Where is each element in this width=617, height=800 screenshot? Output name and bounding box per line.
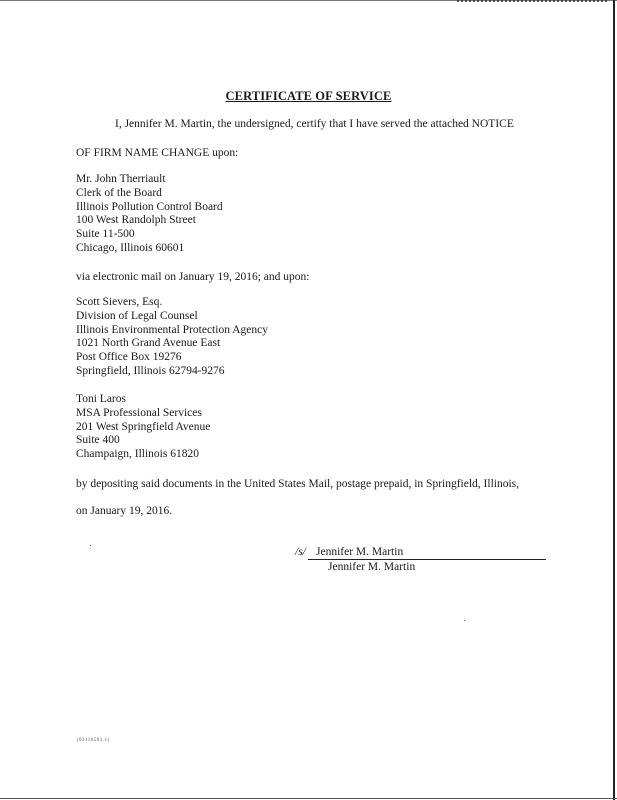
address-line: 201 West Springfield Avenue bbox=[76, 420, 211, 433]
address-line: Mr. John Therriault bbox=[76, 173, 166, 185]
document-footer-code: {02116503.1} bbox=[76, 738, 111, 743]
signature-line bbox=[308, 559, 546, 560]
document-title: CERTIFICATE OF SERVICE bbox=[225, 89, 392, 103]
scan-speck bbox=[464, 620, 465, 621]
address-line: Post Office Box 19276 bbox=[76, 351, 182, 364]
recipient-address-3 bbox=[76, 393, 210, 462]
address-line: Scott Sievers, Esq. bbox=[76, 296, 163, 308]
address-line: Toni Laros bbox=[76, 393, 126, 405]
service-date: on January 19, 2016. bbox=[76, 505, 173, 517]
address-line: Illinois Pollution Control Board bbox=[76, 200, 223, 213]
address-line: 1021 North Grand Avenue East bbox=[76, 337, 221, 350]
intro-line-1: I, Jennifer M. Martin, the undersigned, certify that I have served the attached NOTICE bbox=[115, 118, 514, 130]
printed-name: Jennifer M. Martin bbox=[328, 561, 416, 573]
recipient-address-1 bbox=[76, 173, 223, 256]
recipient-address-2 bbox=[76, 296, 268, 379]
address-line: Illinois Environmental Protection Agency bbox=[76, 323, 268, 336]
intro-line-2: OF FIRM NAME CHANGE upon: bbox=[76, 147, 239, 159]
scan-speck bbox=[90, 545, 91, 546]
address-line: Division of Legal Counsel bbox=[76, 309, 198, 322]
page-right-edge bbox=[613, 0, 615, 800]
address-line: Champaign, Illinois 61820 bbox=[76, 448, 199, 461]
address-line: Chicago, Illinois 60601 bbox=[76, 241, 185, 254]
address-line: 100 West Randolph Street bbox=[76, 214, 196, 227]
service-method-1: via electronic mail on January 19, 2016; and upon: bbox=[76, 271, 310, 283]
address-line: Springfield, Illinois 62794-9276 bbox=[76, 364, 225, 377]
address-line: Clerk of the Board bbox=[76, 186, 162, 199]
scan-artifact-marks bbox=[457, 0, 607, 6]
address-line: Suite 400 bbox=[76, 434, 120, 447]
address-line: MSA Professional Services bbox=[76, 406, 202, 419]
signature-name: Jennifer M. Martin bbox=[316, 546, 404, 558]
service-method-2: by depositing said documents in the United States Mail, postage prepaid, in Springfield, Illinois, bbox=[76, 478, 520, 490]
page-bottom-edge bbox=[0, 798, 617, 799]
signature-prefix: /s/ bbox=[295, 546, 306, 558]
address-line: Suite 11-500 bbox=[76, 228, 135, 241]
